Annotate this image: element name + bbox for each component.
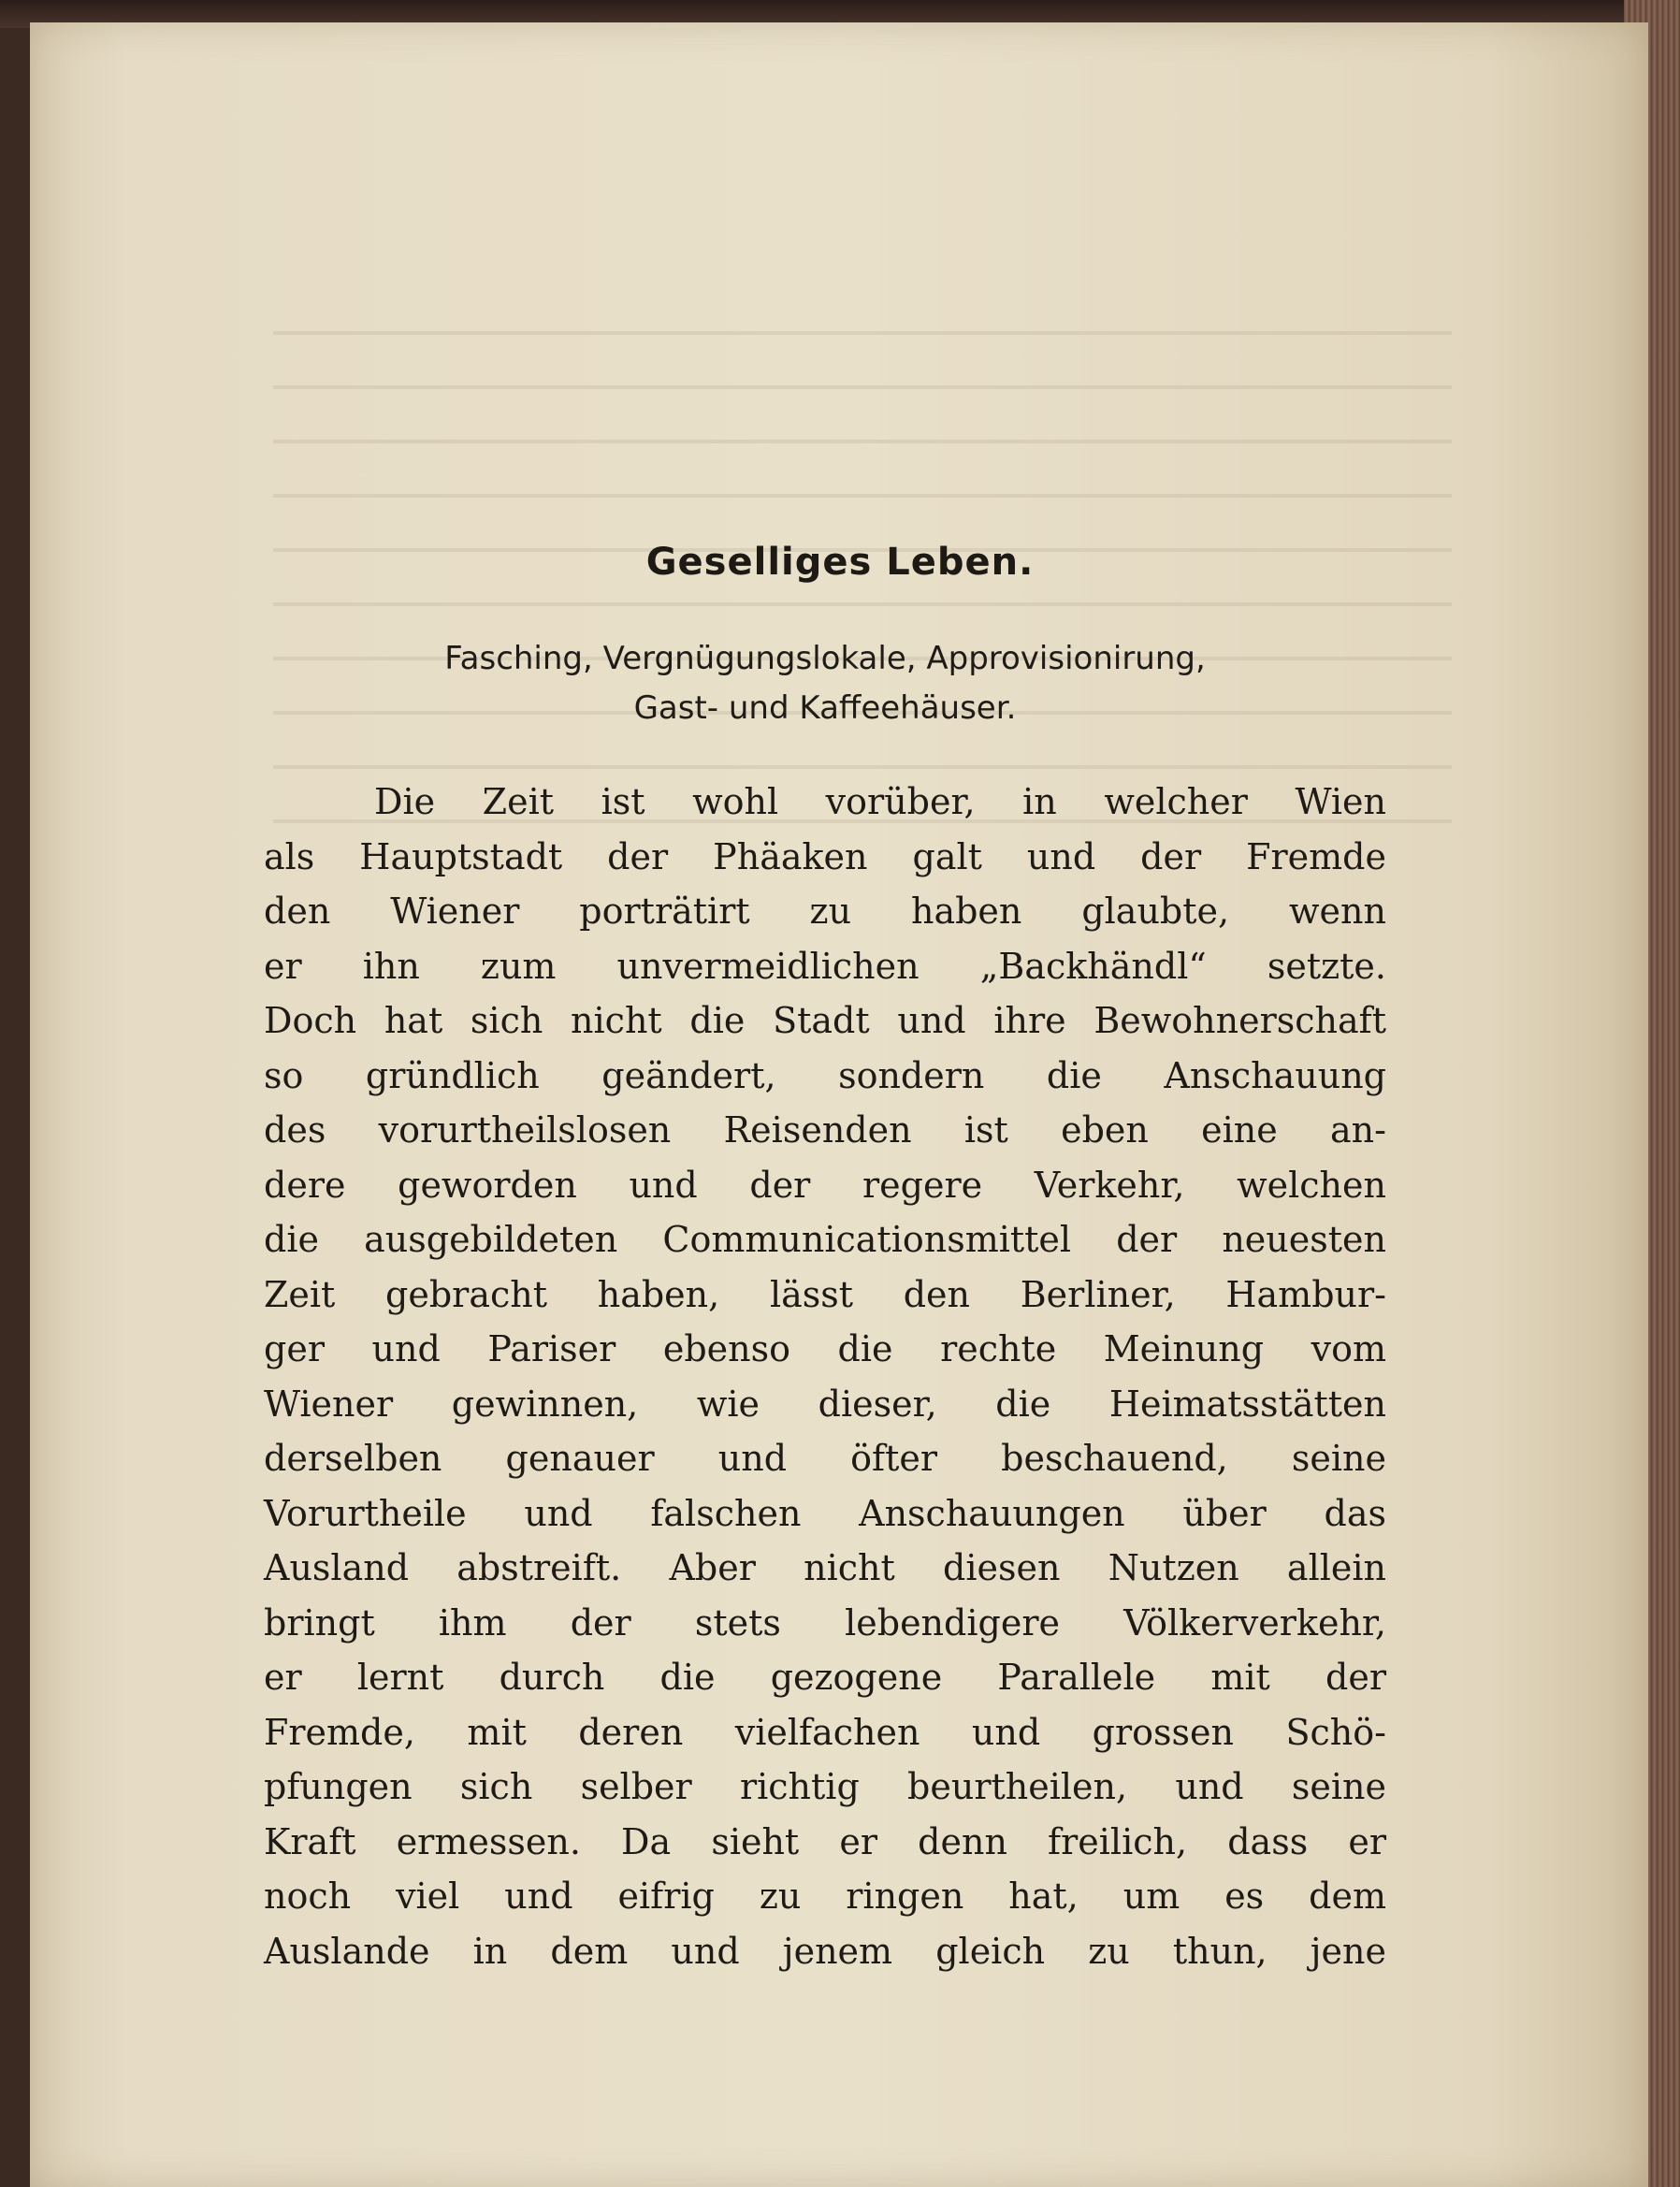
section-heading: Geselliges Leben. bbox=[645, 541, 1035, 584]
body-line: als Hauptstadt der Phäaken galt und der Fremde bbox=[264, 835, 1386, 877]
body-line: derselben genauer und öfter beschauend, seine bbox=[264, 1438, 1386, 1479]
subheading-line: Fasching, Vergnügungslokale, Approvisionirung, bbox=[444, 640, 1206, 677]
body-line: noch viel und eifrig zu ringen hat, um es dem bbox=[264, 1876, 1386, 1917]
body-line: Fremde, mit deren vielfachen und grossen Schö- bbox=[264, 1711, 1386, 1753]
body-line: so gründlich geändert, sondern die Anschauung bbox=[264, 1054, 1386, 1096]
body-paragraph bbox=[264, 775, 1386, 1978]
body-line: Auslande in dem und jenem gleich zu thun, jene bbox=[264, 1930, 1386, 1972]
body-line: die ausgebildeten Communicationsmittel der neuesten bbox=[264, 1219, 1386, 1260]
body-line: pfungen sich selber richtig beurtheilen, und seine bbox=[264, 1766, 1386, 1807]
body-line: Kraft ermessen. Da sieht er denn freilich, dass er bbox=[264, 1820, 1386, 1862]
body-line: Zeit gebracht haben, lässt den Berliner, Hambur- bbox=[264, 1273, 1386, 1315]
body-line: den Wiener porträtirt zu haben glaubte, wenn bbox=[264, 891, 1386, 932]
body-line: Ausland abstreift. Aber nicht diesen Nutzen allein bbox=[264, 1547, 1386, 1588]
body-line: Vorurtheile und falschen Anschauungen über das bbox=[264, 1492, 1386, 1534]
body-line: Die Zeit ist wohl vorüber, in welcher Wien bbox=[374, 781, 1386, 822]
section-subheading bbox=[264, 634, 1386, 733]
body-line: Wiener gewinnen, wie dieser, die Heimatsstätten bbox=[264, 1383, 1386, 1425]
body-line: Doch hat sich nicht die Stadt und ihre Bewohnerschaft bbox=[264, 1000, 1386, 1041]
body-line: des vorurtheilslosen Reisenden ist eben eine an- bbox=[264, 1109, 1386, 1151]
body-line: er lernt durch die gezogene Parallele mit der bbox=[264, 1657, 1386, 1698]
body-line: ger und Pariser ebenso die rechte Meinung vom bbox=[264, 1328, 1386, 1369]
body-line: dere geworden und der regere Verkehr, welchen bbox=[264, 1164, 1386, 1206]
body-line: er ihn zum unvermeidlichen „Backhändl“ setzte. bbox=[264, 945, 1386, 987]
body-line: bringt ihm der stets lebendigere Völkerverkehr, bbox=[264, 1601, 1386, 1644]
subheading-line: Gast- und Kaffeehäuser. bbox=[633, 689, 1017, 727]
